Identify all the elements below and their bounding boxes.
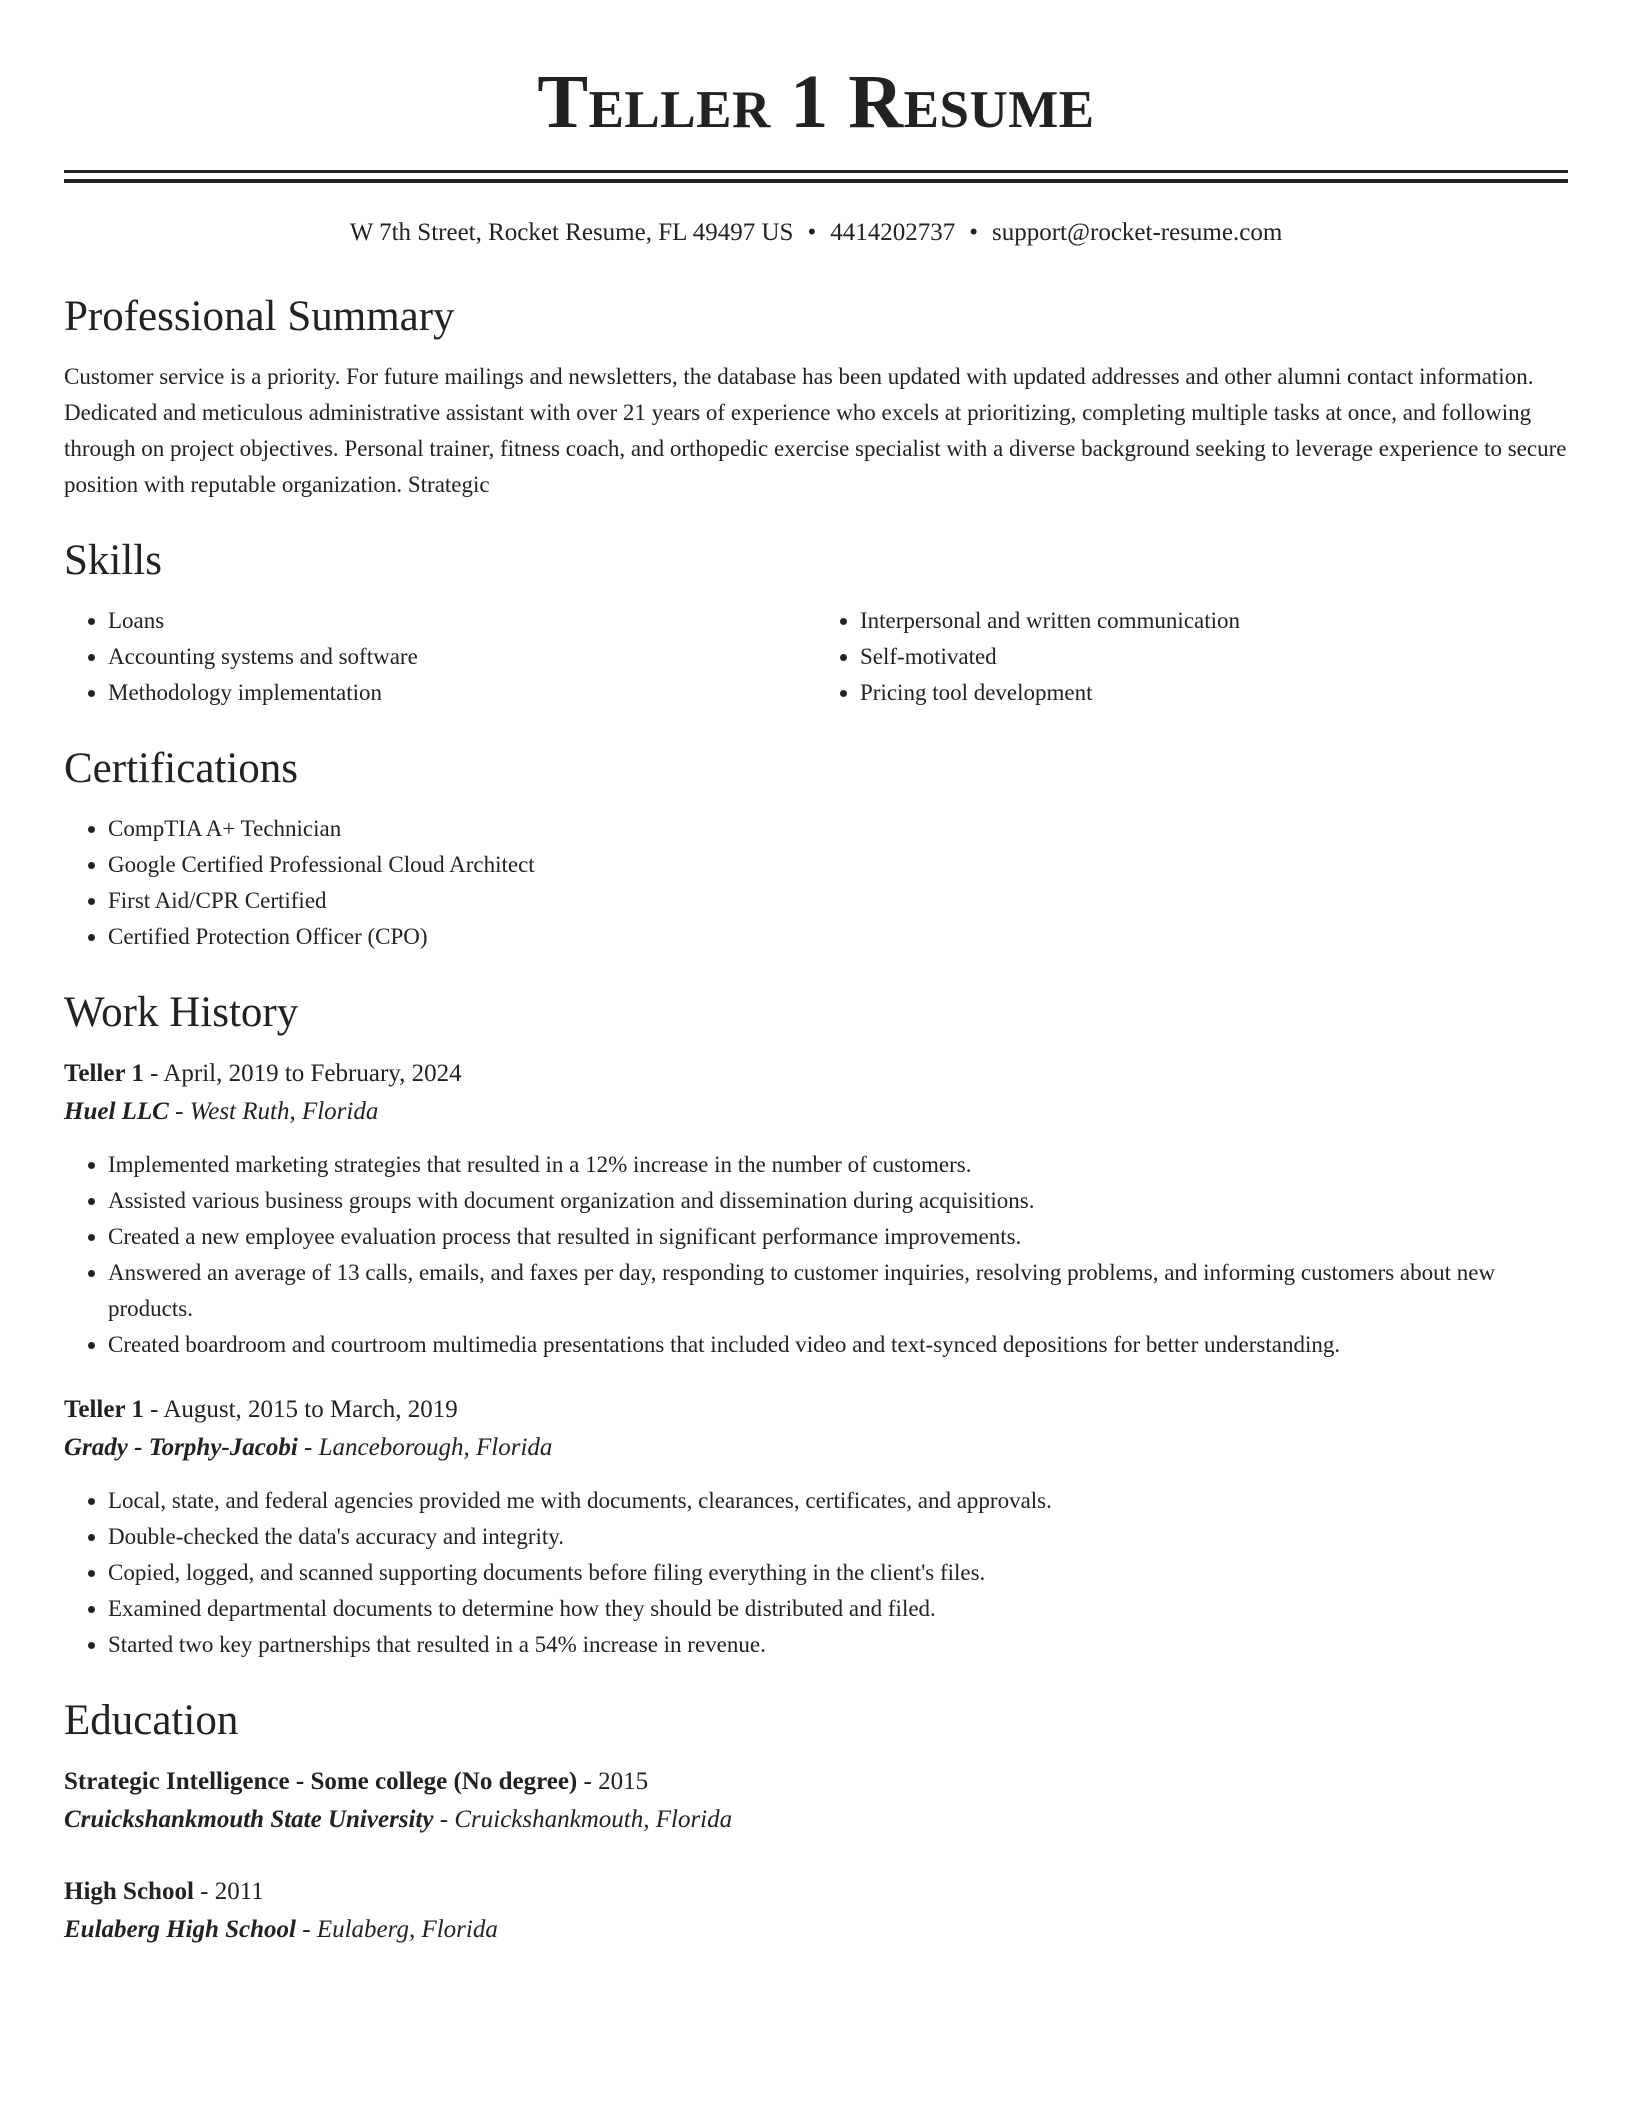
education-school-line [64,1911,1568,1949]
job-bullet: • Copied, logged, and scanned supporting documents before filing everything in the client's files. [108,1555,1568,1591]
summary-heading: Professional Summary [64,293,455,340]
skills-columns [64,603,1568,711]
work-history-heading: Work History [64,989,299,1036]
job-bullet-list [64,1483,1568,1663]
job-header [64,1055,1568,1093]
skills-heading: Skills [64,537,162,584]
education-location: Cruickshankmouth, Florida [454,1806,733,1833]
job-title: Teller 1 [64,1060,144,1087]
job-company: Huel LLC [64,1098,169,1125]
contact-phone: 4414202737 [830,219,956,246]
skills-list-left [64,603,816,711]
job-bullet-list [64,1147,1568,1363]
certification-item: • Certified Protection Officer (CPO) [108,919,1568,955]
contact-separator: • [807,219,817,246]
education-degree-line [64,1873,1568,1911]
field-separator: - [193,1878,215,1905]
education-school: Eulaberg High School [64,1916,296,1943]
contact-separator: • [969,219,978,246]
skill-item: • Methodology implementation [108,675,816,711]
job-bullet: • Started two key partnerships that resulted in a 54% increase in revenue. [108,1627,1568,1663]
education-heading: Education [64,1697,239,1744]
education-school: Cruickshankmouth State University [64,1806,434,1833]
education-entry [64,1763,1568,1839]
job-employer [64,1093,1568,1131]
contact-email: support@rocket-resume.com [991,219,1283,246]
education-location: Eulaberg, Florida [316,1916,498,1943]
certification-item: • CompTIA A+ Technician [108,811,1568,847]
job-company: Grady - Torphy-Jacobi [64,1434,298,1461]
job-header [64,1391,1568,1429]
job-dates: April, 2019 to February, 2024 [163,1060,462,1087]
education-degree: High School [64,1878,194,1905]
contact-address: W 7th Street, Rocket Resume, FL 49497 US [349,219,794,246]
skill-item: • Loans [108,603,816,639]
education-degree-line [64,1763,1568,1801]
job-bullet: • Implemented marketing strategies that resulted in a 12% increase in the number of customers. [108,1147,1568,1183]
skills-list-right [816,603,1568,711]
title-rule-top [64,170,1568,173]
education-entry [64,1873,1568,1949]
skill-item: • Pricing tool development [860,675,1568,711]
field-separator: - [143,1396,164,1423]
job-location: Lanceborough, Florida [318,1434,553,1461]
job-entry [64,1391,1568,1663]
education-year: 2015 [598,1768,649,1795]
job-dates: August, 2015 to March, 2019 [163,1396,458,1423]
certification-item: • Google Certified Professional Cloud Architect [108,847,1568,883]
job-bullet: • Assisted various business groups with document organization and dissemination during acquisitions. [108,1183,1568,1219]
job-location: West Ruth, Florida [189,1098,379,1125]
field-separator: - [297,1434,319,1461]
job-entry [64,1055,1568,1363]
resume-title: Teller 1 Resume [537,60,1095,144]
certification-item: • First Aid/CPR Certified [108,883,1568,919]
field-separator: - [143,1060,164,1087]
summary-text: Customer service is a priority. For future mailings and newsletters, the database has been updated with updated addresses and other alumni contact information. Dedicated and meticulous administrative assistant with over 21 years of experience who excels at prioritizing, completing multiple tasks at once, and following through on project objectives. Personal trainer, fitness coach, and orthopedic exercise specialist with a diverse background seeking to leverage experience to secure position with reputable organization. Strategic [64,364,1567,497]
education-degree: Strategic Intelligence - Some college (No degree) [64,1768,578,1795]
job-bullet: • Created a new employee evaluation process that resulted in significant performance improvements. [108,1219,1568,1255]
field-separator: - [577,1768,599,1795]
education-school-line [64,1801,1568,1839]
job-employer [64,1429,1568,1467]
field-separator: - [296,1916,317,1943]
job-bullet: • Examined departmental documents to determine how they should be distributed and filed. [108,1591,1568,1627]
job-bullet: • Answered an average of 13 calls, emails, and faxes per day, responding to customer inquiries, resolving problems, and informing customers about new products. [108,1255,1568,1327]
skill-item: • Accounting systems and software [108,639,816,675]
field-separator: - [168,1098,190,1125]
contact-line [64,217,1568,249]
job-bullet: • Created boardroom and courtroom multimedia presentations that included video and text-synced depositions for better understanding. [108,1327,1568,1363]
certifications-list [64,811,1568,955]
field-separator: - [433,1806,455,1833]
certifications-heading: Certifications [64,745,299,792]
title-rule-bottom [64,179,1568,183]
education-year: 2011 [214,1878,264,1905]
job-bullet: • Double-checked the data's accuracy and integrity. [108,1519,1568,1555]
job-bullet: • Local, state, and federal agencies provided me with documents, clearances, certificates, and approvals. [108,1483,1568,1519]
skill-item: • Self-motivated [860,639,1568,675]
skill-item: • Interpersonal and written communication [860,603,1568,639]
job-title: Teller 1 [64,1396,144,1423]
